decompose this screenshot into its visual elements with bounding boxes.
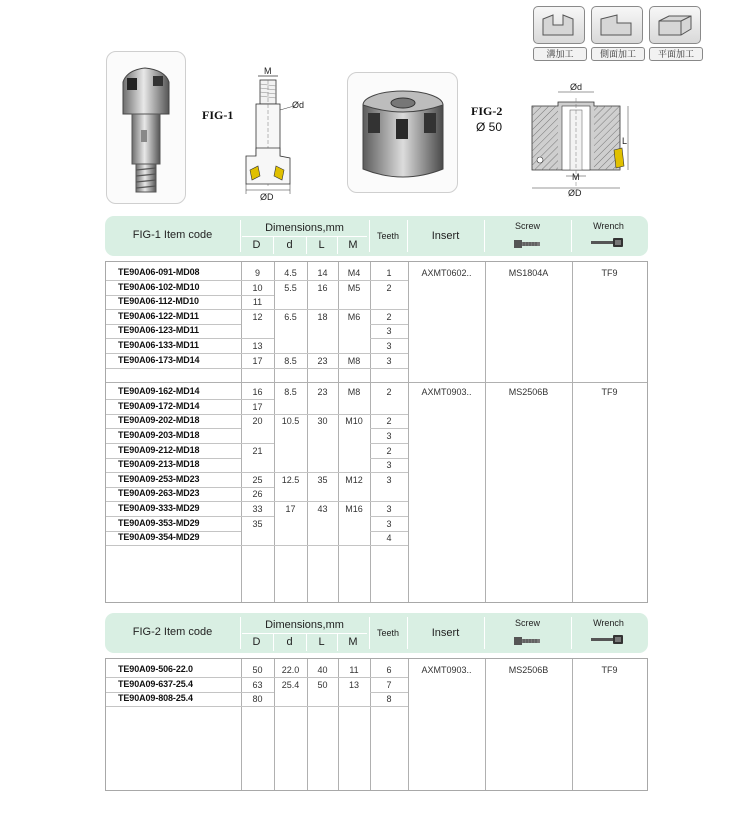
- dim-col-D-header: D: [252, 239, 261, 251]
- table-row: [106, 324, 647, 339]
- face-milling-icon: [655, 11, 695, 39]
- header-divider: [306, 633, 307, 651]
- fig1-drawing: [234, 66, 314, 206]
- teeth-header: Teeth: [376, 628, 400, 638]
- screw-icon: [514, 635, 542, 647]
- cell-L: 40: [317, 665, 328, 675]
- item-code: TE90A09-808-25.4: [118, 693, 193, 704]
- cell-D: 9: [254, 268, 260, 278]
- header-divider: [484, 220, 485, 252]
- cell-L: 30: [317, 416, 328, 427]
- screw-value: MS1804A: [508, 268, 549, 278]
- dimensions-header: Dimensions,mm: [265, 222, 344, 234]
- cell-d: 8.5: [284, 355, 297, 366]
- cell-teeth: 2: [386, 311, 392, 322]
- table-header: [105, 613, 648, 653]
- cell-border: [370, 706, 408, 707]
- cell-L: 43: [317, 504, 328, 514]
- application-icons: [533, 6, 701, 60]
- fig1-dim-m: M: [264, 66, 272, 76]
- cell-d: 12.5: [281, 474, 300, 485]
- fig1-dim-d: Ød: [292, 100, 305, 110]
- dim-col-M-header: M: [348, 636, 358, 648]
- fig1-photo: [106, 51, 186, 204]
- cell-D: 50: [252, 665, 263, 675]
- insert-value: AXMT0903..: [421, 387, 472, 398]
- cell-d: 22.0: [281, 665, 300, 675]
- cell-border: [370, 368, 408, 369]
- item-code: TE90A09-212-MD18: [118, 444, 200, 455]
- cell-D: 63: [252, 679, 263, 690]
- header-divider: [407, 617, 408, 649]
- cell-teeth: 3: [386, 504, 392, 514]
- fig2-photo: [347, 72, 458, 193]
- end-mill-image: [107, 52, 185, 203]
- table-row: [106, 531, 647, 546]
- table-row: [106, 473, 647, 488]
- cell-border: [307, 706, 338, 707]
- header-divider: [240, 220, 241, 252]
- cell-d: 6.5: [284, 311, 297, 322]
- cell-L: 14: [317, 268, 328, 278]
- fig2-dim-d: Ød: [570, 82, 583, 92]
- side-milling-icon: [597, 11, 637, 39]
- header-divider: [337, 633, 338, 651]
- screw-header: Screw: [514, 221, 540, 231]
- teeth-header: Teeth: [376, 231, 400, 241]
- cell-M: M10: [345, 416, 363, 427]
- fig2-dim-L: L: [622, 136, 628, 146]
- item-code: TE90A06-123-MD11: [118, 325, 199, 336]
- wrench-value: TF9: [601, 387, 618, 398]
- header-divider: [306, 236, 307, 254]
- cell-M: M4: [347, 268, 361, 278]
- item-code: TE90A06-102-MD10: [118, 281, 200, 292]
- table-row: [106, 414, 647, 429]
- table-body: [105, 261, 648, 603]
- item-code: TE90A09-253-MD23: [118, 473, 200, 484]
- table-row: [106, 295, 647, 310]
- cell-d: 10.5: [281, 416, 300, 427]
- cell-teeth: 6: [386, 665, 392, 675]
- dim-col-M-header: M: [348, 239, 358, 251]
- cell-L: 16: [317, 282, 328, 293]
- cell-M: M6: [347, 311, 361, 322]
- cell-D: 25: [252, 474, 263, 485]
- table-header: [105, 216, 648, 256]
- item-code: TE90A09-506-22.0: [118, 664, 193, 674]
- item-code: TE90A06-173-MD14: [118, 354, 200, 365]
- table-row: [106, 400, 647, 415]
- dim-col-L-header: L: [318, 636, 325, 648]
- cell-M: M12: [345, 474, 363, 485]
- item-code: TE90A09-637-25.4: [118, 678, 193, 689]
- cell-D: 11: [252, 297, 263, 308]
- fig2-item-table: [105, 613, 648, 791]
- cell-border: [106, 545, 241, 546]
- side-milling-label: 側面加工: [591, 47, 645, 61]
- header-divider: [484, 617, 485, 649]
- cell-teeth: 2: [386, 416, 392, 427]
- cell-border: [241, 706, 274, 707]
- cell-d: 4.5: [284, 268, 297, 278]
- table-row: [106, 487, 647, 502]
- cell-M: M8: [347, 355, 361, 366]
- cell-M: M16: [345, 504, 363, 514]
- dim-col-d-header: d: [286, 636, 293, 648]
- table-row: [106, 517, 647, 532]
- slot-milling: [533, 6, 585, 60]
- fig2-label: FIG-2: [471, 104, 503, 118]
- screw-value: MS2506B: [508, 665, 549, 675]
- cell-teeth: 3: [386, 355, 392, 366]
- cell-border: [241, 545, 274, 546]
- cell-border: [338, 545, 370, 546]
- fig2-diameter: Ø 50: [476, 120, 503, 134]
- screw-icon: [514, 238, 542, 250]
- cell-D: 16: [252, 387, 263, 398]
- cell-teeth: 3: [386, 431, 392, 441]
- cell-D: 26: [252, 489, 263, 500]
- wrench-icon: [591, 633, 625, 647]
- table-row: [106, 458, 647, 473]
- fig1-dim-D: ØD: [260, 192, 274, 202]
- header-divider: [369, 617, 370, 649]
- cell-teeth: 3: [386, 518, 392, 529]
- fig2-dim-D: ØD: [568, 188, 582, 198]
- cell-L: 23: [317, 355, 328, 366]
- item-code: TE90A06-122-MD11: [118, 310, 199, 321]
- insert-header: Insert: [431, 627, 460, 639]
- item-code: TE90A09-202-MD18: [118, 415, 200, 426]
- item-code: TE90A06-112-MD10: [118, 296, 199, 307]
- cell-D: 12: [252, 311, 263, 322]
- item-code: TE90A06-091-MD08: [118, 267, 200, 277]
- cell-border: [338, 368, 370, 369]
- cell-teeth: 7: [386, 679, 392, 690]
- dim-col-L-header: L: [318, 239, 325, 251]
- wrench-value: TF9: [601, 268, 618, 278]
- cell-L: 18: [317, 311, 328, 322]
- table-row: [106, 281, 647, 296]
- cell-d: 17: [285, 504, 296, 514]
- cell-teeth: 4: [386, 533, 392, 544]
- cell-teeth: 8: [386, 694, 392, 705]
- cell-M: M5: [347, 282, 361, 293]
- cell-D: 35: [252, 518, 263, 529]
- cell-teeth: 3: [386, 341, 392, 351]
- fig1-label: FIG-1: [202, 108, 234, 122]
- cell-border: [106, 368, 241, 369]
- cell-D: 17: [252, 401, 263, 412]
- dim-col-d-header: d: [286, 239, 293, 251]
- cell-teeth: 2: [386, 387, 392, 398]
- cell-border: [274, 706, 307, 707]
- wrench-icon: [591, 236, 625, 250]
- cell-border: [307, 545, 338, 546]
- side-milling: [591, 6, 643, 60]
- table-row: [106, 354, 647, 369]
- header-divider: [242, 236, 367, 237]
- item-code: TE90A09-162-MD14: [118, 386, 200, 397]
- cell-border: [106, 706, 241, 707]
- fig2-drawing: [518, 80, 638, 200]
- cell-D: 80: [252, 694, 263, 705]
- cell-D: 20: [252, 416, 263, 427]
- item-code: TE90A09-172-MD14: [118, 400, 200, 411]
- cell-teeth: 2: [386, 282, 392, 293]
- face-milling: [649, 6, 701, 60]
- table-row: [106, 339, 647, 354]
- wrench-value: TF9: [601, 665, 618, 675]
- header-divider: [273, 633, 274, 651]
- cell-teeth: 2: [386, 445, 392, 456]
- item-code-header: FIG-1 Item code: [132, 229, 213, 241]
- face-milling-label: 平面加工: [649, 47, 703, 61]
- cell-D: 21: [252, 445, 263, 456]
- item-code: TE90A09-203-MD18: [118, 430, 200, 440]
- item-code: TE90A06-133-MD11: [118, 340, 199, 350]
- cell-d: 5.5: [284, 282, 297, 293]
- wrench-header: Wrench: [593, 618, 624, 628]
- insert-header: Insert: [431, 230, 460, 242]
- cell-border: [274, 368, 307, 369]
- screw-value: MS2506B: [508, 387, 549, 398]
- dim-col-D-header: D: [252, 636, 261, 648]
- item-code: TE90A09-213-MD18: [118, 459, 200, 470]
- slot-milling-icon: [539, 11, 579, 39]
- header-divider: [369, 220, 370, 252]
- table-row: [106, 692, 647, 707]
- cell-border: [274, 545, 307, 546]
- item-code: TE90A09-333-MD29: [118, 503, 200, 513]
- cell-teeth: 3: [386, 474, 392, 485]
- header-divider: [240, 617, 241, 649]
- fig2-dim-m: M: [572, 172, 580, 182]
- screw-header: Screw: [514, 618, 540, 628]
- table-row: [106, 429, 647, 444]
- cell-D: 17: [252, 355, 263, 366]
- group-divider: [106, 382, 647, 383]
- table-body: [105, 658, 648, 791]
- face-mill-image: [348, 73, 457, 192]
- table-row: [106, 502, 647, 517]
- cell-M: 13: [348, 679, 359, 690]
- header-divider: [273, 236, 274, 254]
- cell-border: [241, 368, 274, 369]
- header-divider: [571, 617, 572, 649]
- cell-D: 33: [252, 504, 263, 514]
- fig1-item-table: [105, 216, 648, 603]
- cell-border: [338, 706, 370, 707]
- cell-D: 13: [252, 341, 263, 351]
- insert-value: AXMT0602..: [421, 268, 472, 278]
- cell-d: 25.4: [281, 679, 300, 690]
- cell-teeth: 3: [386, 460, 392, 471]
- cell-teeth: 3: [386, 326, 392, 337]
- item-code-header: FIG-2 Item code: [132, 626, 213, 638]
- header-divider: [242, 633, 367, 634]
- header-divider: [571, 220, 572, 252]
- cell-M: M8: [347, 387, 361, 398]
- item-code: TE90A09-263-MD23: [118, 488, 200, 499]
- item-code: TE90A09-353-MD29: [118, 517, 200, 528]
- item-code: TE90A09-354-MD29: [118, 532, 200, 543]
- cell-M: 11: [349, 665, 359, 675]
- cell-border: [370, 545, 408, 546]
- table-row: [106, 678, 647, 693]
- header-divider: [337, 236, 338, 254]
- table-row: [106, 444, 647, 459]
- cell-L: 23: [317, 387, 328, 398]
- slot-milling-label: 溝加工: [533, 47, 587, 61]
- insert-value: AXMT0903..: [421, 665, 472, 675]
- header-divider: [407, 220, 408, 252]
- cell-d: 8.5: [284, 387, 297, 398]
- cell-L: 35: [317, 474, 328, 485]
- cell-L: 50: [317, 679, 328, 690]
- table-row: [106, 310, 647, 325]
- dimensions-header: Dimensions,mm: [265, 619, 344, 631]
- cell-teeth: 1: [386, 268, 392, 278]
- cell-D: 10: [252, 282, 263, 293]
- cell-border: [307, 368, 338, 369]
- wrench-header: Wrench: [593, 221, 624, 231]
